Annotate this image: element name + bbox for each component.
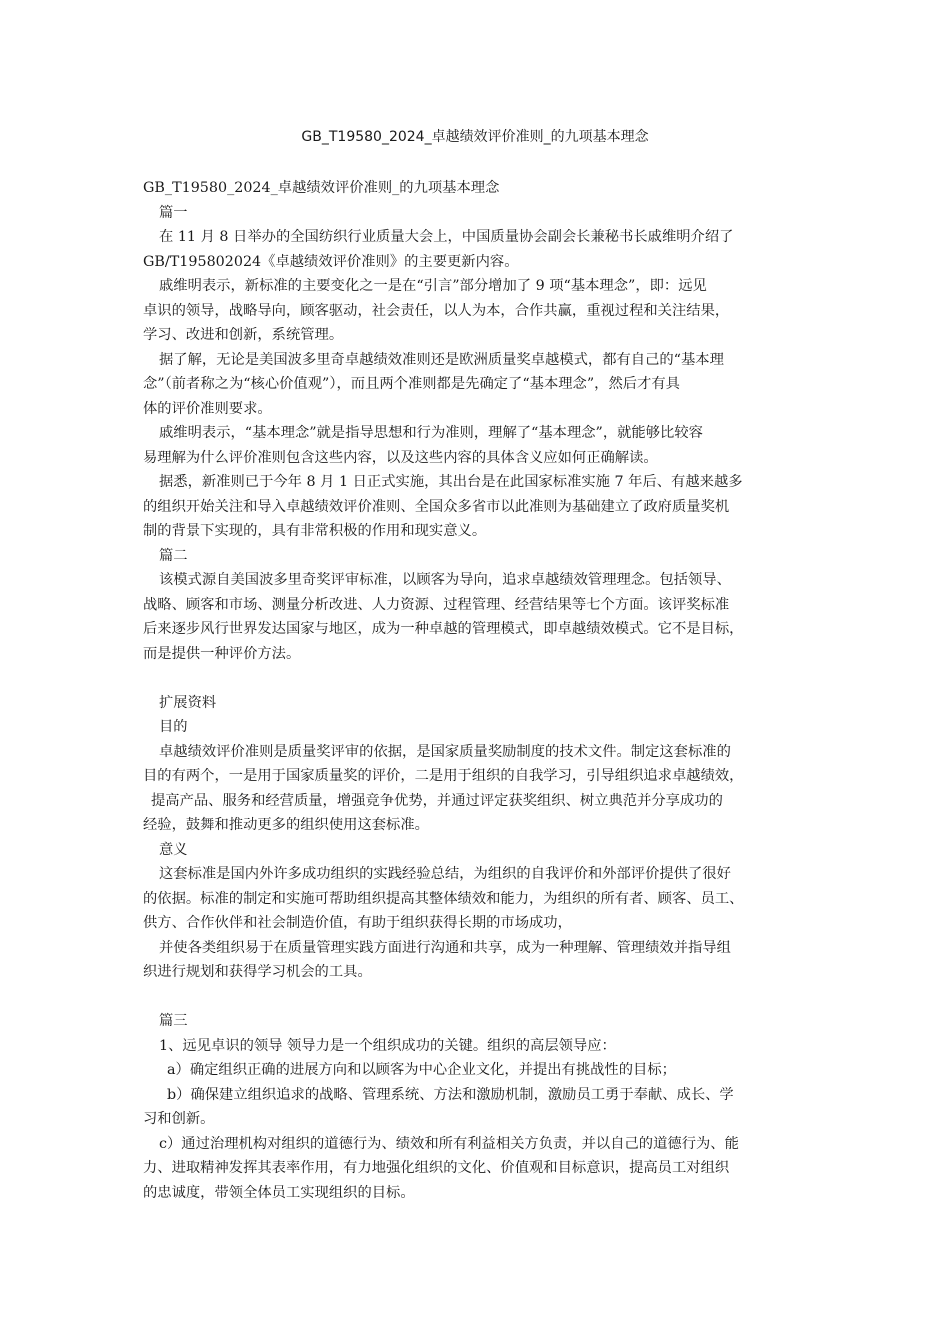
list-item-1: 1、远见卓识的领导 领导力是一个组织成功的关键。组织的高层领导应： bbox=[159, 1037, 616, 1054]
paragraph-line: 卓越绩效评价准则是质量奖评审的依据，是国家质量奖励制度的技术文件。制定这套标准的 bbox=[159, 743, 731, 760]
paragraph-line: 目的有两个，一是用于国家质量奖的评价，二是用于组织的自我学习，引导组织追求卓越绩效， bbox=[143, 768, 744, 784]
document-body bbox=[143, 176, 811, 1205]
paragraph-line: 易理解为什么评价准则包含这些内容，以及这些内容的具体含义应如何正确解读。 bbox=[143, 449, 658, 466]
blank-line bbox=[143, 985, 811, 1010]
document-title: GB_T19580_2024_卓越绩效评价准则_的九项基本理念 bbox=[143, 180, 500, 196]
paragraph-line: 卓识的领导，战略导向，顾客驱动，社会责任，以人为本，合作共赢，重视过程和关注结果， bbox=[143, 302, 730, 319]
paragraph-line: 体的评价准则要求。 bbox=[143, 400, 272, 417]
section-heading-part1: 篇一 bbox=[159, 204, 188, 221]
paragraph-line: 制的背景下实现的，具有非常积极的作用和现实意义。 bbox=[143, 523, 487, 539]
subheading-purpose: 目的 bbox=[159, 719, 188, 735]
paragraph-line: GB/T195802024《卓越绩效评价准则》的主要更新内容。 bbox=[143, 253, 519, 270]
paragraph-line: 而是提供一种评价方法。 bbox=[143, 645, 301, 662]
paragraph-line: 力、进取精神发挥其表率作用，有力地强化组织的文化、价值观和目标意识，提高员工对组织 bbox=[143, 1160, 730, 1176]
paragraph-line: 学习、改进和创新，系统管理。 bbox=[143, 327, 344, 343]
paragraph-line: 战略、顾客和市场、测量分析改进、人力资源、过程管理、经营结果等七个方面。该评奖标准 bbox=[143, 596, 730, 613]
list-item-a: a）确定组织正确的进展方向和以顾客为中心企业文化，并提出有挑战性的目标； bbox=[167, 1062, 676, 1078]
blank-line bbox=[143, 666, 811, 691]
paragraph-line: 经验，鼓舞和推动更多的组织使用这套标准。 bbox=[143, 817, 429, 833]
paragraph-line: 并使各类组织易于在质量管理实践方面进行沟通和共享，成为一种理解、管理绩效并指导组 bbox=[159, 939, 731, 956]
page-header-title: GB_T19580_2024_卓越绩效评价准则_的九项基本理念 bbox=[301, 129, 649, 145]
paragraph-line: 念”（前者称之为“核心价值观”），而且两个准则都是先确定了“基本理念”，然后才有具 bbox=[143, 376, 680, 392]
paragraph-line: 后来逐步风行世界发达国家与地区，成为一种卓越的管理模式，即卓越绩效模式。它不是目标， bbox=[143, 621, 744, 637]
paragraph-line: 据了解，无论是美国波多里奇卓越绩效准则还是欧洲质量奖卓越模式，都有自己的“基本理 bbox=[159, 351, 724, 368]
paragraph-line: 的依据。标准的制定和实施可帮助组织提高其整体绩效和能力，为组织的所有者、顾客、员工、 bbox=[143, 890, 744, 907]
paragraph-line: 习和创新。 bbox=[143, 1111, 215, 1127]
paragraph-line: 的忠诚度，带领全体员工实现组织的目标。 bbox=[143, 1184, 415, 1201]
list-item-b: b）确保建立组织追求的战略、管理系统、方法和激励机制，激励员工勇于奉献、成长、学 bbox=[167, 1086, 734, 1103]
paragraph-line: 戚维明表示，新标准的主要变化之一是在“引言”部分增加了 9 项“基本理念”，即：远见 bbox=[159, 278, 707, 294]
subheading-meaning: 意义 bbox=[159, 841, 188, 858]
paragraph-line: 据悉，新准则已于今年 8 月 1 日正式实施，其出台是在此国家标准实施 7 年后、有越来越多 bbox=[159, 474, 743, 490]
paragraph-line: 这套标准是国内外许多成功组织的实践经验总结，为组织的自我评价和外部评价提供了很好 bbox=[159, 866, 731, 882]
section-heading-part3: 篇三 bbox=[159, 1013, 188, 1029]
section-heading-part2: 篇二 bbox=[159, 547, 188, 564]
paragraph-line: 戚维明表示，“基本理念”就是指导思想和行为准则，理解了“基本理念”，就能够比较容 bbox=[159, 425, 703, 441]
paragraph-line: 提高产品、服务和经营质量，增强竞争优势，并通过评定获奖组织、树立典范并分享成功的 bbox=[151, 792, 723, 809]
paragraph-line: 在 11 月 8 日举办的全国纺织行业质量大会上，中国质量协会副会长兼秘书长戚维明介绍了 bbox=[159, 229, 734, 245]
paragraph-line: 织进行规划和获得学习机会的工具。 bbox=[143, 964, 372, 980]
section-heading-extended: 扩展资料 bbox=[159, 694, 217, 711]
paragraph-line: 该模式源自美国波多里奇奖评审标准，以顾客为导向，追求卓越绩效管理理念。包括领导、 bbox=[159, 572, 731, 588]
paragraph-line: 的组织开始关注和导入卓越绩效评价准则、全国众多省市以此准则为基础建立了政府质量奖机 bbox=[143, 498, 730, 515]
list-item-c: c）通过治理机构对组织的道德行为、绩效和所有利益相关方负责，并以自己的道德行为、能 bbox=[159, 1135, 739, 1152]
paragraph-line: 供方、合作伙伴和社会制造价值，有助于组织获得长期的市场成功， bbox=[143, 915, 572, 931]
